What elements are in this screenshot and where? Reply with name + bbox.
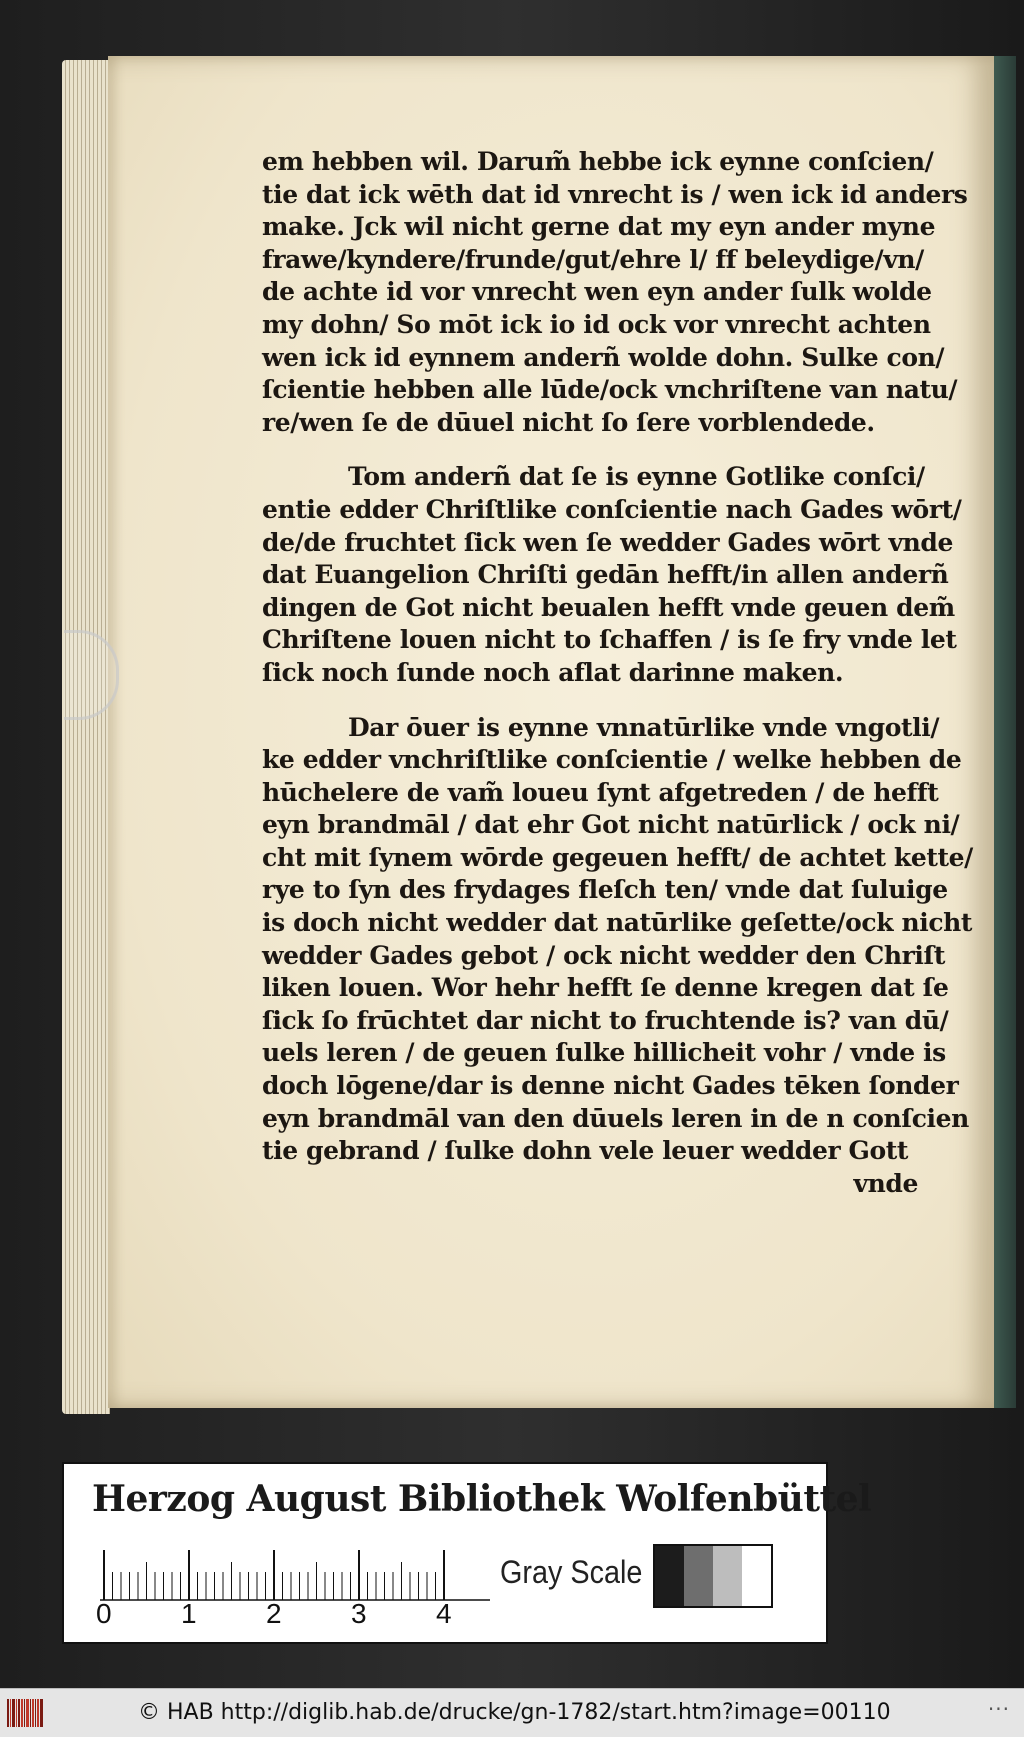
catchword: vnde <box>853 1168 918 1198</box>
text-line: doch lōgene/dar is denne nicht Gades tēken ſonder <box>262 1071 959 1101</box>
logo-bar <box>24 1699 25 1727</box>
text-line: cht mit ſynem wōrde gegeuen hefft/ de achtet kette/ <box>262 842 973 872</box>
text-line: ke edder vnchriſtlike conſcientie / welke hebben de <box>262 745 962 775</box>
text-line: Chriſtene louen nicht to ſchaffen / is ſe fry vnde let <box>262 625 957 655</box>
logo-bar <box>35 1699 36 1727</box>
text-line: uels leren / de geuen ſulke hillicheit vohr / vnde is <box>262 1038 946 1068</box>
text-line: ſick noch ſunde noch aflat darinne maken. <box>262 657 844 687</box>
text-line: dingen de Got nicht beualen hefft vnde geuen dem̃ <box>262 592 955 622</box>
ruler-number: 1 <box>181 1598 197 1629</box>
text-line: de/de fruchtet ſick wen ſe wedder Gades wōrt vnde <box>262 527 953 557</box>
more-options-icon[interactable]: ··· <box>987 1697 1010 1721</box>
book-page-edges <box>62 60 110 1414</box>
text-line: liken louen. Wor hehr hefft ſe denne kregen dat ſe <box>262 973 949 1003</box>
hab-barcode-logo-icon <box>6 1697 46 1729</box>
logo-bar <box>7 1699 9 1727</box>
gray-scale-swatches <box>653 1544 773 1608</box>
text-line: rye to ſyn des frydages fleſch ten/ vnde dat ſuluige <box>262 875 948 905</box>
text-line: dat Euangelion Chriſti gedān hefft/in allen anderñ <box>262 560 949 590</box>
text-line: ſick ſo frūchtet dar nicht to fruchtende is? van dū/ <box>262 1005 949 1035</box>
logo-bar <box>26 1699 29 1727</box>
text-line: eyn brandmāl / dat ehr Got nicht natūrlick / ock ni/ <box>262 810 960 840</box>
text-line: hūchelere de vam̃ loueu ſynt afgetreden / de hefft <box>262 777 939 807</box>
text-line: em hebben wil. Darum̃ hebbe ick eynne conſcien/ <box>262 147 934 176</box>
gray-scale-label: Gray Scale <box>500 1554 643 1590</box>
text-line: ſcientie hebben alle lūde/ock vnchriſtene van natu/ <box>262 375 958 405</box>
ruler-number: 2 <box>266 1598 282 1629</box>
logo-bar <box>30 1699 31 1727</box>
ruler-number: 3 <box>351 1598 367 1629</box>
gray-swatch <box>713 1546 742 1606</box>
text-line: de achte id vor vnrecht wen eyn ander ſulk wolde <box>262 277 932 307</box>
ruler-title: Herzog August Bibliothek Wolfenbüttel <box>92 1478 872 1520</box>
text-line: eyn brandmāl van den dūuels leren in de n conſcien <box>262 1103 969 1133</box>
gray-swatch <box>742 1546 771 1606</box>
logo-bar <box>40 1699 43 1727</box>
logo-bar <box>32 1699 34 1727</box>
text-line: my dohn/ So mōt ick io id ock vor vnrecht achten <box>262 309 931 339</box>
logo-bar <box>18 1699 20 1727</box>
text-line: wedder Gades gebot / ock nicht wedder den Chriſt <box>262 940 946 970</box>
text-line: Dar ōuer is eynne vnnatūrlike vnde vngotli/ <box>348 712 940 742</box>
text-line: make. Jck wil nicht gerne dat my eyn ander myne <box>262 212 936 242</box>
logo-bar <box>16 1699 17 1727</box>
text-line: wen ick id eynnem anderñ wolde dohn. Sulke con/ <box>262 342 945 372</box>
ruler-number: 0 <box>96 1598 112 1629</box>
viewer-footer <box>0 1688 1024 1737</box>
source-url-text[interactable]: © HAB http://diglib.hab.de/drucke/gn-1782/start.htm?image=00110 <box>138 1700 891 1725</box>
logo-bar <box>21 1699 23 1727</box>
paragraph-gap <box>262 439 922 461</box>
color-ruler-card <box>62 1462 872 1644</box>
text-line: frawe/kyndere/frunde/gut/ehre l/ ff beleydige/vn/ <box>262 244 924 274</box>
ruler-number: 4 <box>436 1598 452 1629</box>
text-line: tie dat ick wēth dat id vnrecht is / wen ick id anders <box>262 179 968 209</box>
gray-swatch <box>684 1546 713 1606</box>
gray-swatch <box>655 1546 684 1606</box>
text-line: is doch nicht wedder dat natūrlike geſette/ock nicht <box>262 908 973 938</box>
paragraph-gap <box>262 690 922 712</box>
text-line: re/wen ſe de dūuel nicht ſo ſere vorblendede. <box>262 407 875 437</box>
book-cover-edge <box>994 56 1016 1408</box>
logo-bar <box>10 1699 11 1727</box>
logo-bar <box>37 1699 39 1727</box>
text-line: Tom anderñ dat ſe is eynne Gotlike conſci/ <box>348 462 925 492</box>
text-line: tie gebrand / ſulke dohn vele leuer wedder Gott <box>262 1136 909 1166</box>
text-line: entie edder Chriſtlike conſcientie nach Gades wōrt/ <box>262 494 962 524</box>
logo-bar <box>12 1699 15 1727</box>
page-text <box>262 146 973 1200</box>
